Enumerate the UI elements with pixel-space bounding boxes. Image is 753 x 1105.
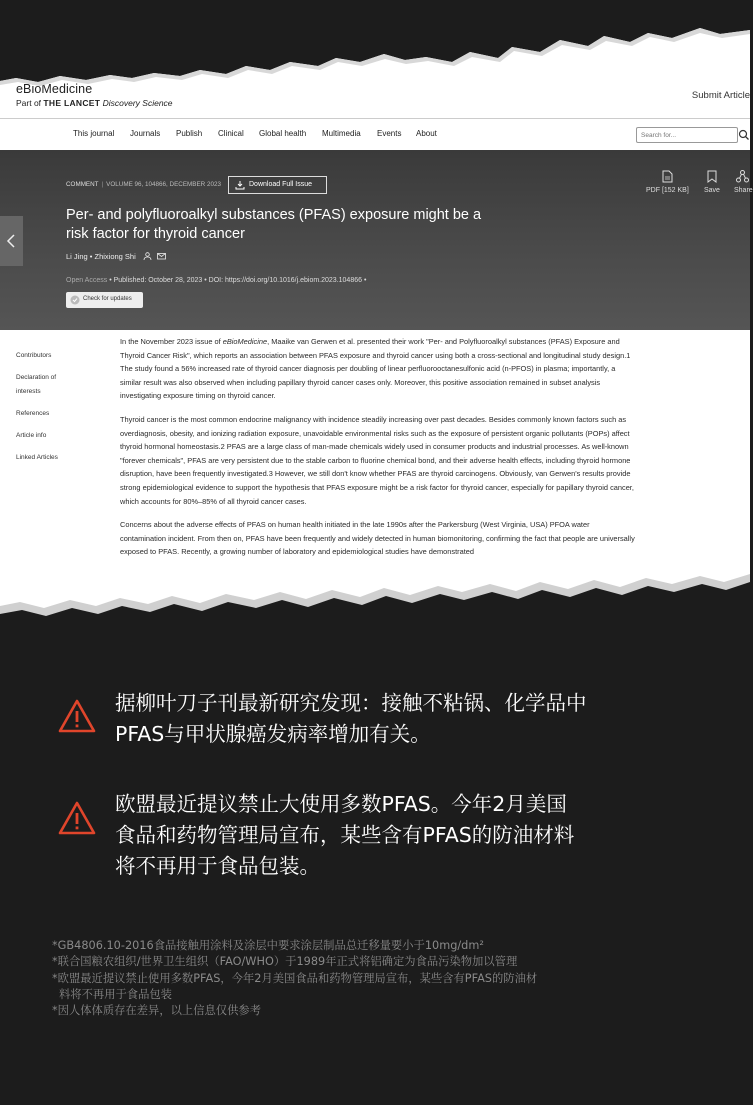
toc-contributors[interactable]: Contributors <box>16 352 52 359</box>
body-paragraph: Thyroid cancer is the most common endocrine malignancy with incidence steadily increasing over past decades. Besides commonly known factors such as overdiagnosis, obesity, and ionizing radiation exposure, unavoidable environmental risks such as the exposure of persistent organic pollutants (POPs) affect thyroid hormonal homeostasis.2 PFAS are a large class of man-made chemicals widely used in consumer products and industrial processes. As well-known "forever chemicals", PFAS are very persistent due to the stable carbon to fluorine chemical bond, and their adverse health effects, including thyroid hormone disruption, have been frequently investigated.3 However, we still don't know whether PFAS are thyroid carcinogens. Obviously, van Gerwen's results provide strong epidemiological evidence to support the hypothesis that PFAS exposure might be a risk factor for thyroid cancer, especially for papillary thyroid cancer, which accounts for 80%–85% of all thyroid cancer cases. <box>120 414 634 506</box>
chevron-left-icon <box>5 233 17 249</box>
save-label: Save <box>704 187 720 194</box>
footnote: *联合国粮农组织/世界卫生组织（FAO/WHO）于1989年正式将铝确定为食品污染物加以管理 <box>52 955 518 969</box>
article-title: Per- and polyfluoroalkyl substances (PFAS) exposure might be a risk factor for thyroid cancer <box>66 207 482 242</box>
claim-line: PFAS与甲状腺癌发病率增加有关。 <box>115 722 431 746</box>
published-date: Published: October 28, 2023 <box>113 277 203 284</box>
claim-line: 食品和药物管理局宣布，某些含有PFAS的防油材料 <box>115 823 575 847</box>
body-paragraph <box>120 335 636 403</box>
crossmark-icon <box>70 295 80 305</box>
author-link[interactable]: Zhixiong Shi <box>94 252 136 261</box>
article-hero <box>0 150 753 330</box>
claim-line: 欧盟最近提议禁止大使用多数PFAS。今年2月美国 <box>115 792 567 816</box>
body-text-span: In the November 2023 issue of <box>120 337 223 346</box>
footnote: *欧盟最近提议禁止使用多数PFAS，今年2月美国食品和药物管理局宣布，某些含有PFAS的防油材 <box>52 971 538 985</box>
author-list <box>66 252 166 261</box>
claim-pfas-thyroid <box>115 688 675 750</box>
journal-logo[interactable]: eBioMedicine <box>16 82 93 96</box>
nav-multimedia[interactable]: Multimedia <box>322 129 361 138</box>
email-icon[interactable] <box>157 252 166 260</box>
nav-journals[interactable]: Journals <box>130 129 161 138</box>
open-access-label: Open Access <box>66 277 108 284</box>
journal-name: eBioMedicine <box>222 337 268 346</box>
nav-global-health[interactable]: Global health <box>259 129 307 138</box>
pdf-label: PDF [152 KB] <box>646 187 689 194</box>
toc-linked-articles[interactable]: Linked Articles <box>16 454 58 461</box>
claim-line: 据柳叶刀子刊最新研究发现：接触不粘锅、化学品中 <box>115 691 587 715</box>
share-label: Share <box>734 187 753 194</box>
warning-icon <box>57 800 97 836</box>
check-updates-label: Check for updates <box>83 296 132 302</box>
claim-line: 将不再用于食品包装。 <box>115 854 320 878</box>
pdf-button[interactable] <box>646 170 689 194</box>
author-separator: • <box>87 252 95 261</box>
doi-link[interactable]: DOI: https://doi.org/10.1016/j.ebiom.2023.104866 <box>208 277 362 284</box>
logo-lancet: THE LANCET <box>43 98 101 108</box>
article-meta: COMMENT | VOLUME 96, 104866, DECEMBER 2023 <box>66 181 221 188</box>
footnote: *因人体体质存在差异，以上信息仅供参考 <box>52 1004 261 1018</box>
claim-eu-ban <box>115 789 675 882</box>
torn-edge-bottom <box>0 570 750 650</box>
nav-about[interactable]: About <box>416 129 437 138</box>
nav-publish[interactable]: Publish <box>176 129 203 138</box>
download-label: Download Full Issue <box>249 181 313 188</box>
footnote-continuation: 料将不再用于食品包装 <box>59 987 172 1001</box>
warning-icon <box>57 698 97 734</box>
article-body <box>120 335 636 569</box>
footnotes <box>52 938 692 1019</box>
share-icon <box>736 170 749 183</box>
main-nav <box>0 118 750 150</box>
section-label: COMMENT <box>66 181 99 188</box>
logo-part-of: Part of <box>16 98 44 108</box>
search-icon[interactable] <box>738 128 750 142</box>
save-button[interactable] <box>704 170 720 194</box>
pdf-icon <box>662 170 673 183</box>
nav-clinical[interactable]: Clinical <box>218 129 244 138</box>
body-text-span: , Maaike van Gerwen et al. presented their work "Per- and Polyfluoroalkyl substances (PFAS) Exposure and Thyroid Cancer Risk", which reports an association between PFAS exposure and thyroid cancer using both a cross-sectional and longitudinal study design.1 The study found a 56% increased rate of thyroid cancer diagnosis per doubling of linear perfluorooctanesulfonic acid (n-PFOS) in plasma; importantly, a similar result was also observed when including papillary thyroid cancer cases only. Moreover, this positive association remained in subset analysis investigating exposure timing on thyroid cancer. <box>120 337 631 401</box>
bookmark-icon <box>707 170 717 183</box>
body-paragraph: Concerns about the adverse effects of PFAS on human health initiated in the late 1990s after the Parkersburg (West Virginia, USA) PFOA water contamination incident. From then on, PFAS have been frequently and widely detected in human biomonitoring, confirming the fact that people are universally exposed to PFAS. Recently, a growing number of laboratory and epidemiological studies have demonstrated <box>120 520 635 557</box>
torn-edge-top <box>0 0 750 110</box>
footnote: *GB4806.10-2016食品接触用涂料及涂层中要求涂层制品总迁移量要小于10mg/dm² <box>52 939 484 952</box>
publication-info: Open Access • Published: October 28, 2023 • DOI: https://doi.org/10.1016/j.ebiom.2023.104866 • <box>66 277 367 284</box>
table-of-contents <box>16 352 86 462</box>
submit-article-link[interactable]: Submit Article <box>691 90 750 101</box>
author-link[interactable]: Li Jing <box>66 252 88 261</box>
toc-declaration-line2[interactable]: interests <box>16 388 41 395</box>
person-icon[interactable] <box>143 252 152 260</box>
volume-label[interactable]: VOLUME 96, 104866, DECEMBER 2023 <box>106 181 221 188</box>
download-full-issue-button[interactable] <box>228 176 327 194</box>
nav-events[interactable]: Events <box>377 129 402 138</box>
check-for-updates-button[interactable] <box>66 292 143 308</box>
share-button[interactable] <box>734 170 753 194</box>
toc-declaration-line1[interactable]: Declaration of <box>16 374 57 381</box>
toc-article-info[interactable]: Article info <box>16 432 47 439</box>
nav-this-journal[interactable]: This journal <box>73 129 115 138</box>
previous-article-tab[interactable] <box>0 216 23 266</box>
logo-discovery: Discovery Science <box>100 98 173 108</box>
search-input[interactable] <box>636 127 738 143</box>
download-icon <box>235 180 245 190</box>
toc-references[interactable]: References <box>16 410 50 417</box>
